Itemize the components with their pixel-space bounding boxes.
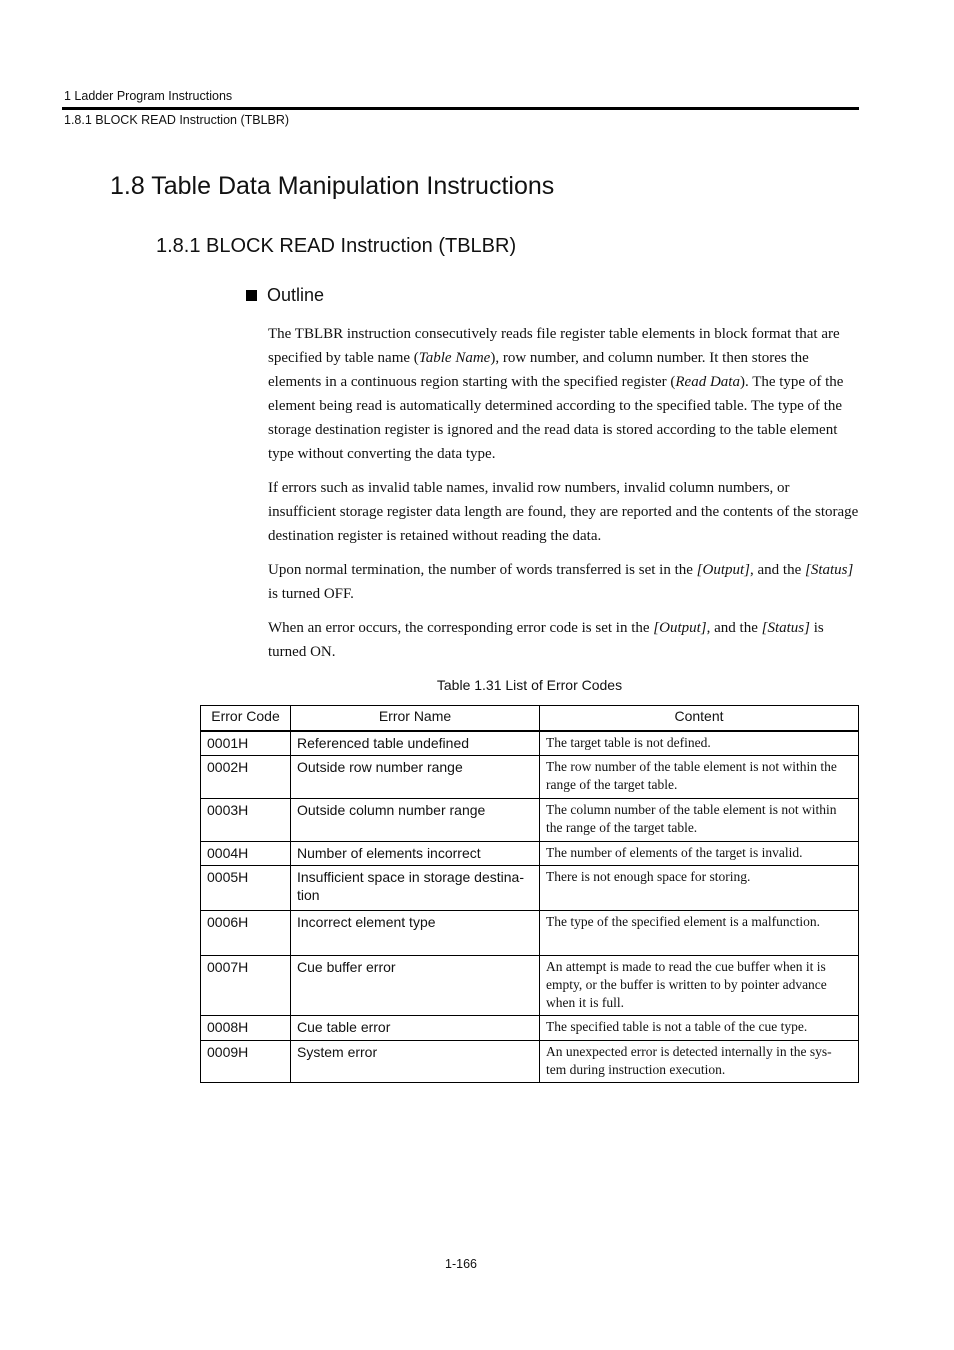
- outline-paragraph-3: Upon normal termination, the number of words transferred is set in the [Output], and the [Status] is turned OFF.: [268, 562, 854, 602]
- error-code-cell: 0003H: [201, 799, 291, 842]
- error-code-cell: 0005H: [201, 866, 291, 911]
- square-bullet-icon: [246, 290, 257, 301]
- error-name-cell: Outside row number range: [291, 756, 540, 799]
- error-name-cell: Insufficient space in storage destina- tion: [291, 866, 540, 911]
- error-code-cell: 0008H: [201, 1016, 291, 1041]
- error-code-cell: 0006H: [201, 911, 291, 956]
- error-codes-table: [200, 705, 859, 1083]
- table-row: [201, 1041, 859, 1083]
- error-name-cell: Number of elements incorrect: [291, 842, 540, 866]
- error-code-cell: 0009H: [201, 1041, 291, 1083]
- table-row: [201, 911, 859, 956]
- table-row: [201, 1016, 859, 1041]
- error-name-cell: Referenced table undefined: [291, 731, 540, 756]
- outline-heading: [246, 283, 324, 307]
- page-number: 1-166: [445, 1257, 477, 1271]
- outline-paragraph-2: If errors such as invalid table names, invalid row numbers, invalid column numbers, or insufficient storage register data length are found, they are reported and the contents of the storage destination register is retained without reading the data.: [268, 480, 859, 544]
- error-content-cell: The row number of the table element is not within the range of the target table.: [540, 756, 859, 799]
- outline-heading-label: Outline: [267, 285, 325, 305]
- table-row: [201, 799, 859, 842]
- table-header-row: [201, 706, 859, 732]
- error-content-cell: The type of the specified element is a malfunction.: [540, 911, 859, 956]
- header-rule: [62, 107, 859, 110]
- error-code-cell: 0001H: [201, 731, 291, 756]
- error-content-cell: An attempt is made to read the cue buffer when it is empty, or the buffer is written to by pointer advance when it is full.: [540, 956, 859, 1016]
- outline-paragraph-4: When an error occurs, the corresponding error code is set in the [Output], and the [Status] is turned ON.: [268, 620, 824, 660]
- error-name-cell: Cue table error: [291, 1016, 540, 1041]
- error-content-cell: The number of elements of the target is invalid.: [540, 842, 859, 866]
- subsection-title: 1.8.1 BLOCK READ Instruction (TBLBR): [156, 235, 517, 257]
- error-code-cell: 0004H: [201, 842, 291, 866]
- error-name-cell: System error: [291, 1041, 540, 1083]
- error-content-cell: An unexpected error is detected internally in the sys- tem during instruction execution.: [540, 1041, 859, 1083]
- table-caption: Table 1.31 List of Error Codes: [436, 677, 623, 693]
- error-name-cell: Incorrect element type: [291, 911, 540, 956]
- table-row: [201, 866, 859, 911]
- table-row: [201, 731, 859, 756]
- error-content-cell: The target table is not defined.: [540, 731, 859, 756]
- header-content: Content: [540, 706, 859, 732]
- error-code-cell: 0002H: [201, 756, 291, 799]
- outline-paragraph-1: The TBLBR instruction consecutively reads file register table elements in block format that are specified by table name (Table Name), row number, and column number. It then stores the elements in a continuous region starting with the specified register (Read Data). The type of the element being read is automatically determined according to the specified table. The type of the storage destination register is ignored and the read data is stored according to the table element type without converting the data type.: [268, 326, 844, 462]
- running-header-chapter: 1 Ladder Program Instructions: [64, 89, 233, 103]
- error-content-cell: The column number of the table element is not within the range of the target table.: [540, 799, 859, 842]
- table-row: [201, 756, 859, 799]
- section-title: 1.8 Table Data Manipulation Instructions: [110, 172, 555, 200]
- running-header-section: 1.8.1 BLOCK READ Instruction (TBLBR): [64, 113, 290, 127]
- error-content-cell: The specified table is not a table of the cue type.: [540, 1016, 859, 1041]
- header-error-name: Error Name: [291, 706, 540, 732]
- outline-body: [268, 322, 860, 674]
- error-name-cell: Cue buffer error: [291, 956, 540, 1016]
- error-code-cell: 0007H: [201, 956, 291, 1016]
- header-error-code: Error Code: [201, 706, 291, 732]
- table-row: [201, 956, 859, 1016]
- error-content-cell: There is not enough space for storing.: [540, 866, 859, 911]
- table-row: [201, 842, 859, 866]
- error-name-cell: Outside column number range: [291, 799, 540, 842]
